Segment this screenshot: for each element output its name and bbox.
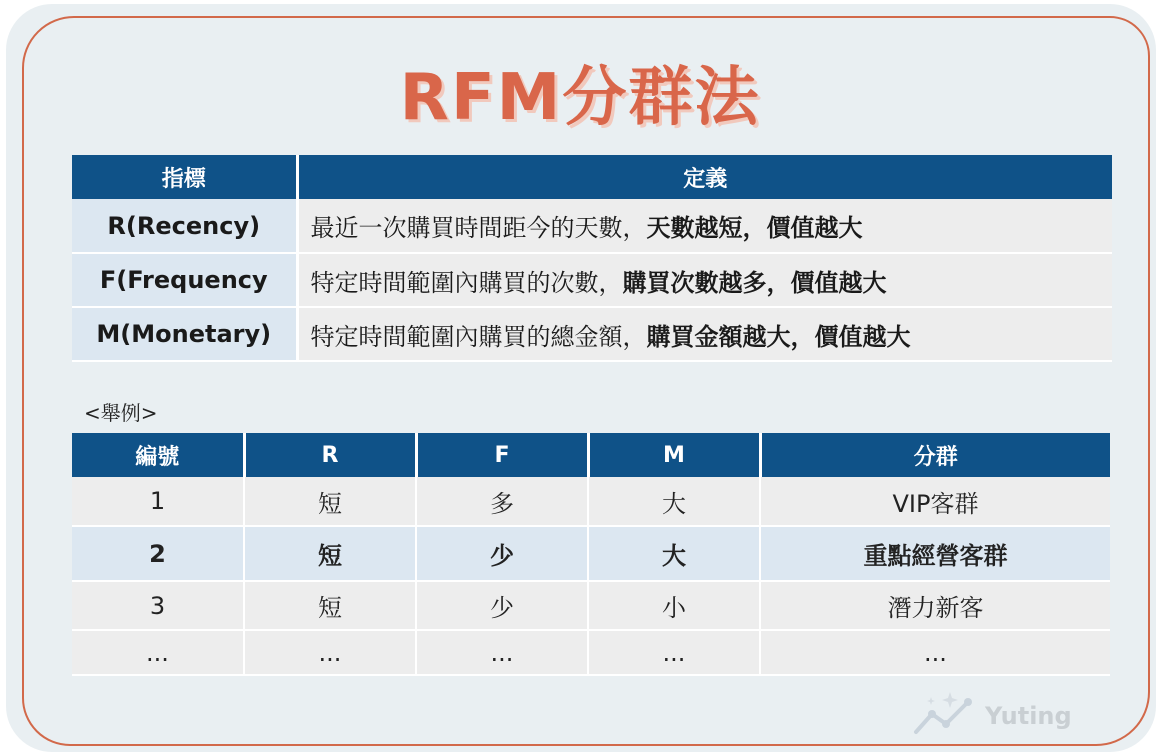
table-row-highlighted [72, 526, 1110, 581]
cell-f: 少 [416, 526, 588, 581]
table-row [72, 630, 1110, 675]
cell-f: 少 [416, 581, 588, 630]
indicator-cell: R(Recency) [72, 199, 297, 253]
header-number: 編號 [72, 433, 244, 477]
example-table [72, 433, 1110, 676]
cell-r: ... [244, 630, 416, 675]
cell-number: ... [72, 630, 244, 675]
definition-header-row [72, 155, 1112, 199]
definition-text: 特定時間範圍內購買的總金額， [310, 322, 647, 351]
cell-m: 小 [588, 581, 760, 630]
cell-r: 短 [244, 477, 416, 526]
cell-segment: VIP客群 [760, 477, 1110, 526]
page-title: RFM分群法 [399, 61, 761, 135]
cell-f: ... [416, 630, 588, 675]
definition-row-monetary [72, 307, 1112, 361]
header-indicator: 指標 [72, 155, 297, 199]
cell-r: 短 [244, 526, 416, 581]
indicator-cell: F(Frequency [72, 253, 297, 307]
definition-cell [297, 253, 1112, 307]
definition-cell [297, 199, 1112, 253]
table-row [72, 477, 1110, 526]
cell-number: 3 [72, 581, 244, 630]
definition-emphasis: 天數越短，價值越大 [646, 214, 863, 242]
cell-m: 大 [588, 477, 760, 526]
definition-row-recency [72, 199, 1112, 253]
cell-r: 短 [244, 581, 416, 630]
header-r: R [244, 433, 416, 477]
header-definition: 定義 [297, 155, 1112, 199]
example-header-row [72, 433, 1110, 477]
cell-f: 多 [416, 477, 588, 526]
header-m: M [588, 433, 760, 477]
definition-row-frequency [72, 253, 1112, 307]
cell-number: 1 [72, 477, 244, 526]
cell-m: ... [588, 630, 760, 675]
definition-emphasis: 購買金額越大，價值越大 [646, 322, 911, 351]
indicator-cell: M(Monetary) [72, 307, 297, 361]
definition-table [72, 155, 1112, 362]
watermark-text: Yuting [985, 702, 1072, 730]
example-label: <舉例> [84, 401, 158, 425]
cell-segment: 潛力新客 [760, 581, 1110, 630]
definition-emphasis: 購買次數越多，價值越大 [622, 268, 887, 297]
cell-m: 大 [588, 526, 760, 581]
table-row [72, 581, 1110, 630]
cell-segment: ... [760, 630, 1110, 675]
definition-text: 特定時間範圍內購買的次數， [310, 268, 623, 297]
definition-text: 最近一次購買時間距今的天數， [310, 214, 647, 242]
header-segment: 分群 [760, 433, 1110, 477]
definition-cell [297, 307, 1112, 361]
cell-number: 2 [72, 526, 244, 581]
header-f: F [416, 433, 588, 477]
cell-segment: 重點經營客群 [760, 526, 1110, 581]
